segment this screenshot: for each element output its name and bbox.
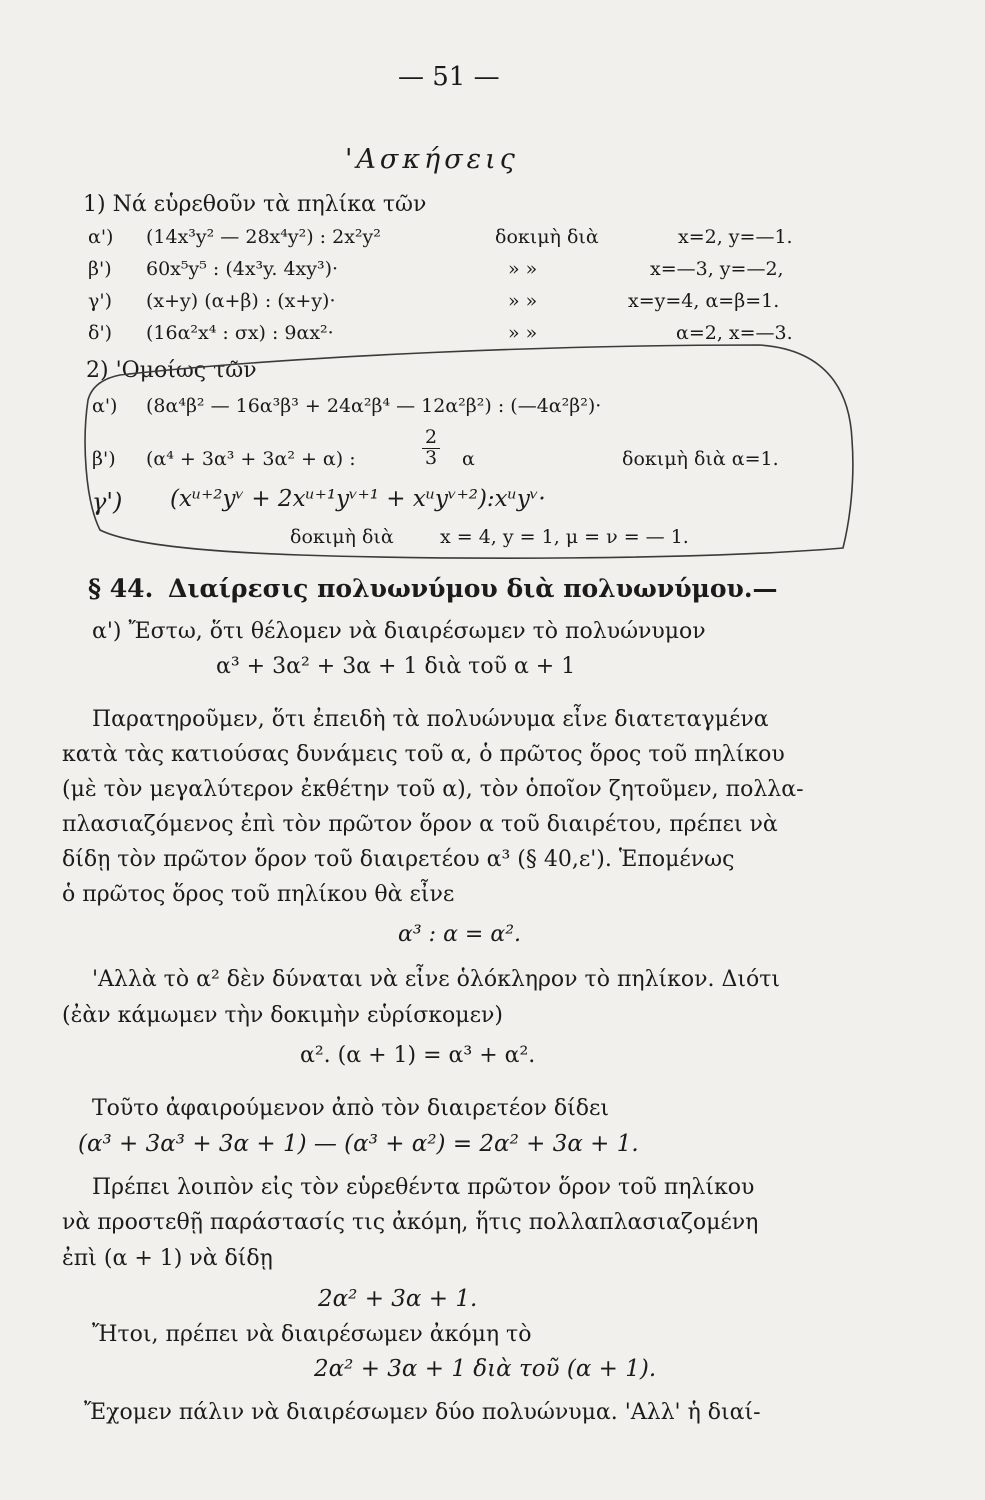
exercise-1b-expression: 60x⁵y⁵ : (4x³y. 4xy³)· xyxy=(146,258,339,280)
equation-4: (α³ + 3α³ + 3α + 1) — (α³ + α²) = 2α² + 3α + 1. xyxy=(78,1131,639,1157)
paragraph-2-line-6: ὁ πρῶτος ὅρος τοῦ πηλίκου θὰ εἶνε xyxy=(62,882,455,907)
section-title: Διαίρεσις πολυωνύμου διὰ πολυωνύμου.— xyxy=(168,574,778,603)
exercise-1d-expression: (16α²x⁴ : σx) : 9αx²· xyxy=(146,322,334,344)
exercise-1c-expression: (x+y) (α+β) : (x+y)· xyxy=(146,290,336,312)
exercise-1d-label: δ') xyxy=(88,322,113,344)
paragraph-4: Τοῦτο ἀφαιρούμενον ἀπὸ τὸν διαιρετέον δίδει xyxy=(92,1096,610,1121)
exercise-2b-variable: α xyxy=(462,448,475,470)
fraction-numerator: 2 xyxy=(422,428,440,449)
paragraph-5-line-1: Πρέπει λοιπὸν εἰς τὸν εὑρεθέντα πρῶτον ὅρον τοῦ πηλίκου xyxy=(92,1175,755,1200)
exercise-1a-check-prefix: δοκιμὴ διὰ xyxy=(495,226,599,248)
paragraph-6: Ἤτοι, πρέπει νὰ διαιρέσωμεν ἀκόμη τὸ xyxy=(92,1322,532,1347)
exercise-1b-label: β') xyxy=(88,258,112,280)
equation-2: α³ : α = α². xyxy=(398,922,522,947)
paragraph-2-line-1: Παρατηροῦμεν, ὅτι ἐπειδὴ τὰ πολυώνυμα εἶνε διατεταγμένα xyxy=(92,707,769,732)
exercise-1d-check: α=2, x=—3. xyxy=(676,322,793,344)
exercise-1b-check: x=—3, y=—2, xyxy=(650,258,784,280)
exercise-2c-expression: (xᵘ⁺²yᵛ + 2xᵘ⁺¹yᵛ⁺¹ + xᵘyᵛ⁺²):xᵘyᵛ· xyxy=(170,486,546,512)
exercise-1-intro: 1) Νά εὑρεθοῦν τὰ πηλίκα τῶν xyxy=(83,192,427,217)
exercise-2b-check: δοκιμὴ διὰ α=1. xyxy=(622,448,779,470)
equation-1: α³ + 3α² + 3α + 1 διὰ τοῦ α + 1 xyxy=(216,654,576,679)
exercises-heading: 'Ασκήσεις xyxy=(345,144,519,175)
exercise-2c-check: x = 4, y = 1, μ = ν = — 1. xyxy=(440,526,689,548)
paragraph-2-line-2: κατὰ τὰς κατιούσας δυνάμεις τοῦ α, ὁ πρῶτος ὅρος τοῦ πηλίκου xyxy=(62,742,785,767)
exercise-1c-label: γ') xyxy=(88,290,112,312)
paragraph-2-line-3: (μὲ τὸν μεγαλύτερον ἐκθέτην τοῦ α), τὸν ὁποῖον ζητοῦμεν, πολλα- xyxy=(62,777,804,802)
exercise-2-intro: 2) 'Ομοίως τῶν xyxy=(86,358,257,383)
equation-6: 2α² + 3α + 1 διὰ τοῦ (α + 1). xyxy=(314,1356,657,1382)
exercise-2a-label: α') xyxy=(92,395,118,417)
paragraph-3-line-2: (ἐὰν κάμωμεν τὴν δοκιμὴν εὑρίσκομεν) xyxy=(62,1003,503,1028)
exercise-1a-label: α') xyxy=(88,226,114,248)
paragraph-2-line-4: πλασιαζόμενος ἐπὶ τὸν πρῶτον ὅρον α τοῦ διαιρέτου, πρέπει νὰ xyxy=(62,812,778,837)
paragraph-1: α') Ἔστω, ὅτι θέλομεν νὰ διαιρέσωμεν τὸ πολυώνυμον xyxy=(92,619,706,644)
exercise-1a-check: x=2, y=—1. xyxy=(678,226,793,248)
paragraph-5-line-3: ἐπὶ (α + 1) νὰ δίδῃ xyxy=(62,1246,273,1271)
exercise-2c-label: γ') xyxy=(92,488,123,516)
exercise-2a-expression: (8α⁴β² — 16α³β³ + 24α²β⁴ — 12α²β²) : (—4α²β²)· xyxy=(146,395,602,417)
exercise-1b-ditto: » » xyxy=(508,258,538,280)
exercise-1d-ditto: » » xyxy=(508,322,538,344)
exercise-1c-ditto: » » xyxy=(508,290,538,312)
paragraph-5-line-2: νὰ προστεθῇ παράστασίς τις ἀκόμη, ἥτις πολλαπλασιαζομένη xyxy=(62,1210,759,1235)
exercise-2b-fraction xyxy=(422,428,440,469)
exercise-1c-check: x=y=4, α=β=1. xyxy=(628,290,780,312)
page-number: — 51 — xyxy=(398,62,500,92)
paragraph-2-line-5: δίδῃ τὸν πρῶτον ὅρον τοῦ διαιρετέου α³ (§ 40,ε'). Ἑπομένως xyxy=(62,847,735,872)
exercise-1a-expression: (14x³y² — 28x⁴y²) : 2x²y² xyxy=(146,226,381,248)
exercise-2b-label: β') xyxy=(92,448,116,470)
paragraph-7: Ἔχομεν πάλιν νὰ διαιρέσωμεν δύο πολυώνυμα. 'Αλλ' ἡ διαί- xyxy=(84,1400,761,1425)
section-number: § 44. xyxy=(88,574,154,603)
exercise-2c-check-prefix: δοκιμὴ διὰ xyxy=(290,526,394,548)
equation-3: α². (α + 1) = α³ + α². xyxy=(300,1043,536,1068)
equation-5: 2α² + 3α + 1. xyxy=(318,1286,478,1312)
fraction-denominator: 3 xyxy=(425,446,438,469)
paragraph-3-line-1: 'Αλλὰ τὸ α² δὲν δύναται νὰ εἶνε ὁλόκληρον τὸ πηλίκον. Διότι xyxy=(92,967,781,992)
exercise-2b-expression: (α⁴ + 3α³ + 3α² + α) : xyxy=(146,448,356,470)
